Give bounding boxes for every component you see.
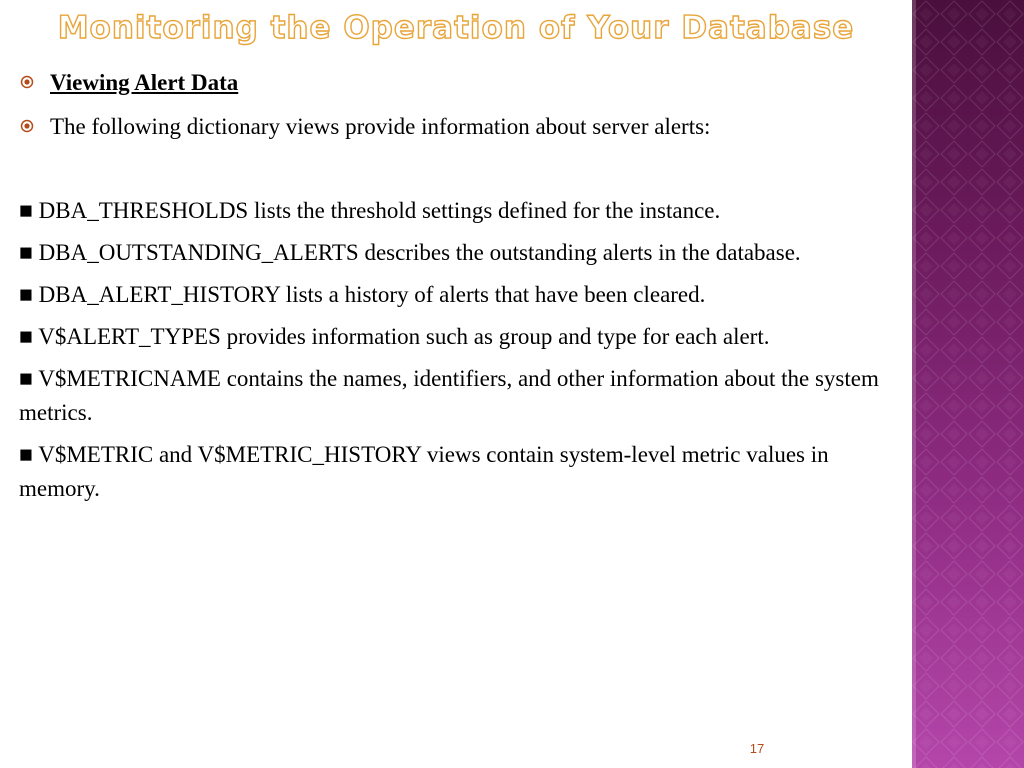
view-description-paragraph: ■ V$METRICNAME contains the names, identifiers, and other information about the system metrics. [19,366,879,425]
decorative-side-panel [912,0,1024,768]
slide-title: Monitoring the Operation of Your Database [57,10,855,46]
bullet-list [20,66,900,154]
view-description-paragraph: ■ DBA_OUTSTANDING_ALERTS describes the outstanding alerts in the database. [19,240,801,265]
bullet-item [20,66,900,110]
side-panel-edge [912,0,916,768]
page-number: 17 [749,741,765,756]
radio-bullet-icon [20,119,34,133]
view-description-paragraph: ■ DBA_ALERT_HISTORY lists a history of alerts that have been cleared. [19,282,706,307]
bullet-text: The following dictionary views provide information about server alerts: [50,114,711,139]
bullet-item [20,110,900,154]
bullet-heading-text: Viewing Alert Data [50,70,239,95]
view-description-paragraph: ■ DBA_THRESHOLDS lists the threshold settings defined for the instance. [19,198,721,223]
view-description-paragraph: ■ V$METRIC and V$METRIC_HISTORY views contain system-level metric values in memory. [19,442,829,501]
diamond-pattern [912,0,1024,768]
radio-bullet-icon [20,75,34,89]
view-description-paragraph: ■ V$ALERT_TYPES provides information such as group and type for each alert. [19,324,770,349]
view-descriptions [19,194,904,514]
